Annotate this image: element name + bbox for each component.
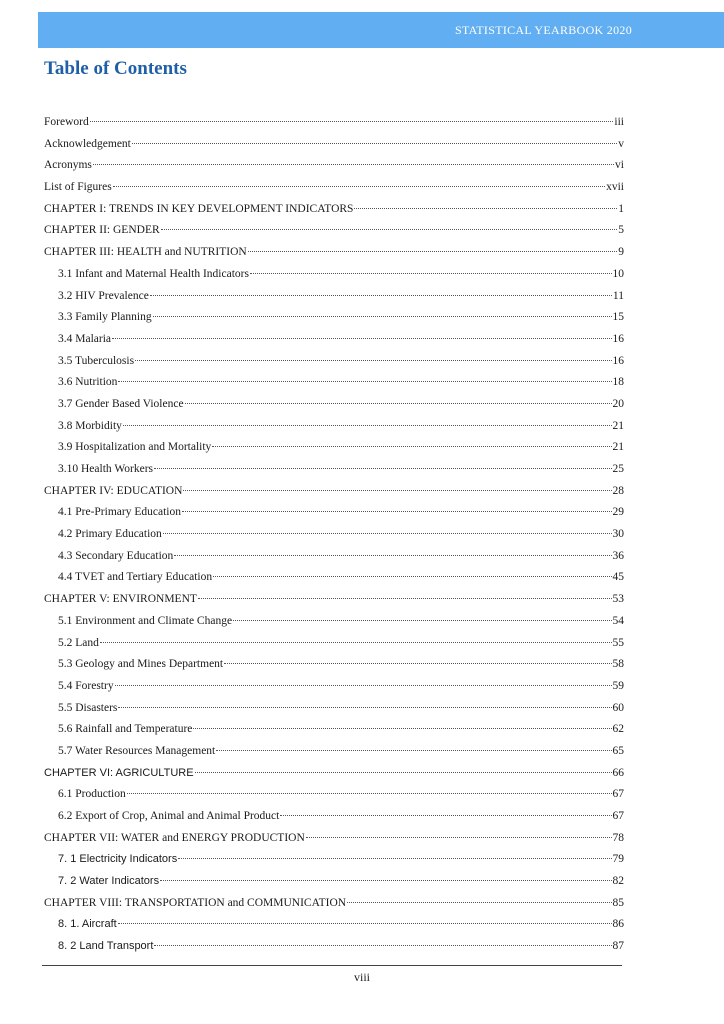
dot-leader [198,598,612,599]
toc-entry-page: 21 [612,441,624,454]
dot-leader [250,273,612,274]
toc-chapter-link[interactable] [44,112,624,134]
toc-entry-page: 16 [612,354,624,367]
footer-divider [42,965,622,966]
toc-entry-page: 79 [612,853,624,866]
dot-leader [118,707,611,708]
toc-entry-page: 10 [612,267,624,280]
toc-entry-label: CHAPTER IV: EDUCATION [44,484,183,497]
toc-section-link[interactable] [44,459,624,481]
toc-entry-page: 82 [612,875,624,888]
toc-entry-label: 5.1 Environment and Climate Change [58,614,233,627]
toc-entry-label: List of Figures [44,181,112,194]
toc-section-link[interactable] [44,806,624,828]
dot-leader [115,685,612,686]
toc-entry-label: 7. 2 Water Indicators [58,875,160,888]
dot-leader [112,338,611,339]
toc-section-link[interactable] [44,372,624,394]
dot-leader [93,164,614,165]
toc-entry-page: 65 [612,744,624,757]
toc-entry-label: CHAPTER VI: AGRICULTURE [44,766,194,779]
dot-leader [347,902,611,903]
toc-entry-label: Acronyms [44,159,92,172]
dot-leader [178,858,611,859]
toc-chapter-link[interactable] [44,177,624,199]
toc-entry-label: 8. 2 Land Transport [58,940,154,953]
dot-leader [183,490,611,491]
toc-section-link[interactable] [44,329,624,351]
toc-entry-label: 5.4 Forestry [58,679,114,692]
page-title: Table of Contents [44,58,187,79]
toc-entry-label: 6.1 Production [58,788,126,801]
toc-entry-label: 3.10 Health Workers [58,463,153,475]
toc-chapter-link[interactable] [44,220,624,242]
header-band [38,12,724,48]
toc-section-link[interactable] [44,611,624,633]
toc-entry-page: 66 [612,766,624,779]
toc-section-link[interactable] [44,394,624,416]
toc-chapter-link[interactable] [44,242,624,264]
toc-entry-page: 45 [612,571,624,584]
dot-leader [154,945,611,946]
toc-entry-label: 5.7 Water Resources Management [58,744,216,757]
dot-leader [216,750,611,751]
toc-entry-page: 5 [618,224,624,237]
toc-entry-label: 5.6 Rainfall and Temperature [58,723,193,736]
dot-leader [195,772,612,773]
toc-section-link[interactable] [44,437,624,459]
toc-section-link[interactable] [44,502,624,524]
page-number: viii [353,970,370,984]
toc-entry-label: 4.2 Primary Education [58,528,162,541]
dot-leader [154,468,612,469]
toc-entry-page: 20 [612,397,624,410]
toc-entry-page: 86 [612,918,624,931]
dot-leader [213,576,611,577]
table-of-contents [44,112,624,958]
toc-entry-page: 60 [612,701,624,714]
toc-section-link[interactable] [44,416,624,438]
dot-leader [163,533,612,534]
dot-leader [135,360,611,361]
toc-entry-label: 5.3 Geology and Mines Department [58,658,224,671]
dot-leader [132,143,617,144]
toc-entry-page: 87 [612,940,624,953]
toc-entry-label: CHAPTER V: ENVIRONMENT [44,593,197,606]
toc-entry-label: Acknowledgement [44,137,131,150]
toc-entry-page: 15 [612,311,624,324]
toc-section-link[interactable] [44,286,624,308]
toc-entry-label: CHAPTER VII: WATER and ENERGY PRODUCTION [44,831,305,844]
toc-entry-label: 3.3 Family Planning [58,311,152,324]
toc-entry-page: 67 [612,810,624,822]
toc-chapter-link[interactable] [44,155,624,177]
toc-chapter-link[interactable] [44,481,624,503]
toc-entry-page: 85 [612,896,624,909]
toc-entry-label: 3.6 Nutrition [58,376,118,389]
toc-entry-page: 67 [612,788,624,801]
toc-section-link[interactable] [44,567,624,589]
toc-entry-page: 29 [612,506,624,519]
toc-section-link[interactable] [44,676,624,698]
toc-section-link[interactable] [44,546,624,568]
dot-leader [153,316,612,317]
dot-leader [160,880,611,881]
toc-entry-label: 8. 1. Aircraft [58,918,117,931]
toc-entry-label: CHAPTER III: HEALTH and NUTRITION [44,246,247,259]
dot-leader [233,620,611,621]
dot-leader [161,229,618,230]
toc-chapter-link[interactable] [44,589,624,611]
toc-entry-page: 25 [612,463,624,475]
toc-section-link[interactable] [44,307,624,329]
dot-leader [182,511,612,512]
toc-entry-label: CHAPTER VIII: TRANSPORTATION and COMMUNICATION [44,896,347,909]
toc-entry-page: 18 [612,376,624,389]
toc-entry-page: 62 [612,723,624,736]
toc-entry-label: 3.8 Morbidity [58,419,122,432]
toc-entry-label: 5.2 Land [58,636,99,649]
toc-section-link[interactable] [44,741,624,763]
toc-section-link[interactable] [44,633,624,655]
toc-entry-page: 53 [612,593,624,606]
toc-entry-page: 55 [612,636,624,649]
toc-entry-page: v [618,137,624,150]
toc-chapter-link[interactable] [44,134,624,156]
dot-leader [193,728,611,729]
dot-leader [212,446,611,447]
toc-entry-page: 54 [612,614,624,627]
toc-chapter-link[interactable] [44,199,624,221]
toc-entry-page: 78 [612,831,624,844]
toc-section-link[interactable] [44,936,624,958]
toc-entry-label: CHAPTER I: TRENDS IN KEY DEVELOPMENT INDICATORS [44,202,354,215]
toc-entry-label: 4.4 TVET and Tertiary Education [58,571,213,584]
toc-entry-label: Foreword [44,116,89,128]
dot-leader [123,425,612,426]
toc-section-link[interactable] [44,524,624,546]
toc-entry-page: 11 [612,289,624,302]
toc-entry-label: 3.1 Infant and Maternal Health Indicators [58,267,249,280]
toc-section-link[interactable] [44,351,624,373]
toc-entry-label: 3.7 Gender Based Violence [58,397,184,410]
dot-leader [306,837,612,838]
toc-entry-label: 6.2 Export of Crop, Animal and Animal Product [58,810,280,822]
toc-entry-page: vi [615,159,624,172]
dot-leader [185,403,612,404]
toc-entry-label: 3.4 Malaria [58,332,112,345]
toc-entry-page: 28 [612,484,624,497]
toc-entry-label: 3.5 Tuberculosis [58,354,135,367]
header-title: STATISTICAL YEARBOOK 2020 [455,23,632,37]
toc-entry-label: 5.5 Disasters [58,701,118,714]
toc-entry-page: 1 [618,202,624,215]
toc-section-link[interactable] [44,914,624,936]
dot-leader [174,555,611,556]
dot-leader [150,295,612,296]
toc-entry-page: 58 [612,658,624,671]
dot-leader [118,923,612,924]
toc-entry-label: 3.9 Hospitalization and Mortality [58,441,212,454]
toc-section-link[interactable] [44,719,624,741]
toc-entry-label: 4.3 Secondary Education [58,549,174,562]
toc-entry-page: xvii [606,181,624,194]
dot-leader [248,251,618,252]
dot-leader [280,815,611,816]
toc-entry-page: 9 [618,246,624,259]
toc-entry-page: 21 [612,419,624,432]
dot-leader [118,381,611,382]
toc-section-link[interactable] [44,849,624,871]
toc-entry-page: 30 [612,528,624,541]
dot-leader [100,642,612,643]
dot-leader [224,663,611,664]
toc-entry-label: 7. 1 Electricity Indicators [58,853,178,866]
toc-section-link[interactable] [44,264,624,286]
toc-section-link[interactable] [44,871,624,893]
toc-section-link[interactable] [44,784,624,806]
toc-section-link[interactable] [44,698,624,720]
dot-leader [113,186,605,187]
toc-entry-page: iii [614,116,624,128]
toc-entry-page: 59 [612,679,624,692]
toc-chapter-link[interactable] [44,893,624,915]
toc-entry-label: CHAPTER II: GENDER [44,224,160,237]
toc-entry-page: 36 [612,549,624,562]
toc-entry-label: 3.2 HIV Prevalence [58,289,149,302]
toc-entry-label: 4.1 Pre-Primary Education [58,506,181,519]
dot-leader [90,121,614,122]
dot-leader [354,208,617,209]
dot-leader [127,793,612,794]
toc-chapter-link[interactable] [44,763,624,785]
toc-section-link[interactable] [44,654,624,676]
toc-chapter-link[interactable] [44,828,624,850]
toc-entry-page: 16 [612,332,624,345]
